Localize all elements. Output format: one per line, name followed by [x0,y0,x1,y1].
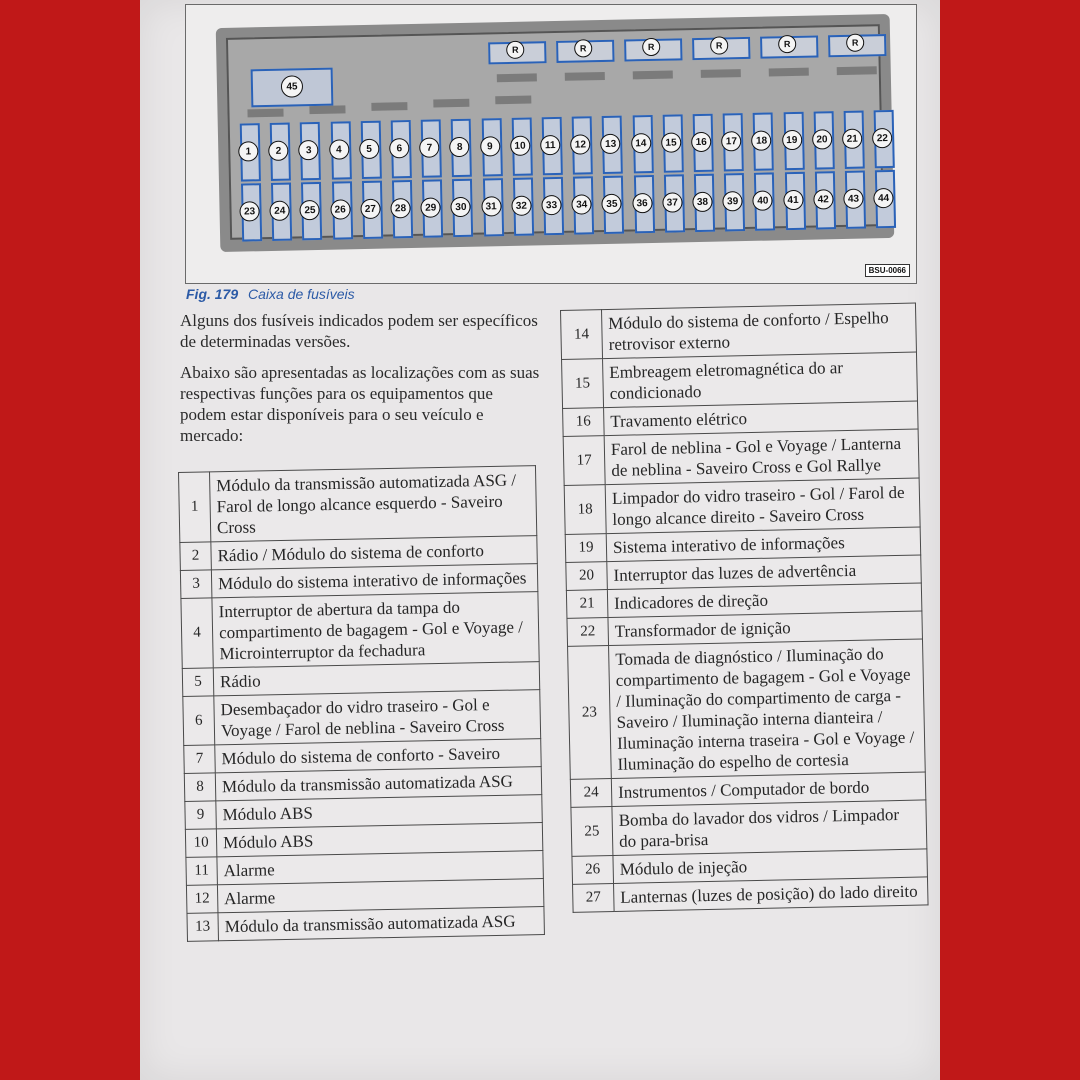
fuse-number: 12 [570,134,590,154]
table-row [573,877,929,912]
fuse-number: 31 [481,196,501,216]
fuse-number: 20 [812,129,832,149]
fuse-number: 11 [540,135,560,155]
fuse-number: 17 [563,436,605,486]
fuse-number: 35 [602,194,622,214]
fuse-table-left [178,465,545,942]
figure-title: Caixa de fusíveis [248,286,355,302]
relay-socket [497,73,537,82]
fuse-number: 26 [572,856,614,885]
fuse-number: 21 [842,129,862,149]
intro-paragraph-1: Alguns dos fusíveis indicados podem ser específicos de determinadas versões. [180,311,538,351]
fuse-number: 6 [183,696,215,746]
fuse-number: 16 [691,132,711,152]
relay [692,37,750,60]
fuse-number: 7 [419,137,439,157]
figure-label: Fig. 179 [186,286,239,302]
table-row [179,466,537,543]
fuse-number: 13 [600,134,620,154]
fuse-number: 25 [571,807,613,857]
fuse-number: 1 [179,472,211,543]
fuse-number: 7 [184,745,216,774]
fuse-number: 21 [566,590,608,619]
relay [624,38,682,61]
fuse-number: 28 [390,198,410,218]
fuse-function: Desembaçador do vidro traseiro - Gol e Voyage / Farol de neblina - Saveiro Cross [214,690,541,745]
relay [488,41,546,64]
intro-paragraph-2: Abaixo são apresentadas as localizações com as suas respectivas funções para os equipamentos que podem estar disponíveis para o seu veículo e mercado: [180,363,540,445]
fuse-number: 17 [721,131,741,151]
socket-bar [495,95,531,104]
fuse-number: 23 [568,646,612,780]
fuse-number: 27 [360,199,380,219]
fuse-function: Módulo de injeção [613,849,928,884]
fuse-number: 40 [753,190,773,210]
relay-socket [769,68,809,77]
fuse-box-panel [226,24,890,240]
fuse-number: 14 [631,133,651,153]
fuse-number: 11 [186,857,218,886]
fuse-number: 15 [661,132,681,152]
fuse-number-45: 45 [281,75,303,97]
relay [828,34,886,57]
table-row [561,303,917,359]
fuse-function: Farol de neblina - Gol e Voyage / Lanterna de neblina - Saveiro Cross e Gol Rallye [604,429,919,485]
fuse-function: Interruptor de abertura da tampa do compartimento de bagagem - Gol e Voyage / Microinterruptor da fechadura [212,592,539,668]
table-row [564,478,920,534]
fuse-function: Módulo ABS [216,795,542,829]
fuse-number: 24 [270,201,290,221]
fuse-number: 22 [872,128,892,148]
fuse-function: Interruptor das luzes de advertência [607,555,922,590]
fuse-function: Rádio [213,662,539,696]
fuse-function: Tomada de diagnóstico / Iluminação do compartimento de bagagem - Gol e Voyage / Iluminação do compartimento de carga - Saveiro / Iluminação interna dianteira / Iluminação interna traseira - Gol e Voyage / Iluminação do espelho de cortesia [609,639,926,779]
fuse-number: 13 [187,913,219,942]
fuse-number: 41 [783,190,803,210]
fuse-function: Limpador do vidro traseiro - Gol / Farol de longo alcance direito - Saveiro Cross [605,478,920,534]
fuse-number: 14 [561,310,603,360]
fuse-function: Lanternas (luzes de posição) do lado direito [614,877,929,912]
fuse-function: Transformador de ignição [608,611,923,646]
fuse-function: Bomba do lavador dos vidros / Limpador do para-brisa [612,800,927,856]
fuse-number: 12 [186,885,218,914]
relay-label: R [778,35,796,53]
fuse-number: 39 [722,191,742,211]
fuse-number: 1 [238,141,258,161]
fuse-number: 37 [662,192,682,212]
fuse-number: 22 [567,618,609,647]
fuse-number: 34 [571,194,591,214]
fuse-number: 19 [782,130,802,150]
fuse-number: 18 [751,130,771,150]
socket-bar [371,102,407,111]
fuse-number: 8 [449,137,469,157]
fuse-number: 27 [573,884,615,913]
manual-page [140,0,940,1080]
fuse-table-right [560,303,929,913]
table-row [187,907,544,942]
figure-caption [186,286,355,302]
table-row [562,352,918,408]
fuse-number: 4 [329,139,349,159]
fuse-number: 3 [298,140,318,160]
fuse-box [216,14,895,252]
fuse-number: 2 [180,542,212,571]
fuse-number: 8 [184,773,216,802]
fuse-45 [251,68,334,108]
fuse-function: Módulo ABS [216,823,542,857]
fuse-number: 9 [480,136,500,156]
fuse-number: 4 [181,598,213,669]
table-row [181,592,539,669]
fuse-function: Indicadores de direção [607,583,922,618]
fuse-number: 24 [570,779,612,808]
table-row [568,639,926,779]
fuse-number: 36 [632,193,652,213]
socket-bar [433,99,469,108]
figure-code: BSU-0066 [865,264,910,277]
fuse-number: 3 [180,570,212,599]
fuse-number: 25 [300,200,320,220]
fuse-function: Sistema interativo de informações [606,527,921,562]
relay-label: R [574,39,592,57]
fuse-number: 16 [563,408,605,437]
fuse-function: Rádio / Módulo do sistema de conforto [211,536,537,570]
fuse-box-figure [185,4,917,284]
fuse-number: 23 [239,201,259,221]
fuse-function: Módulo do sistema interativo de informações [211,564,537,598]
fuse-number: 19 [565,534,607,563]
relay-socket [565,72,605,81]
fuse-number: 10 [510,136,530,156]
socket-bar [309,105,345,114]
fuse-number: 5 [182,668,214,697]
fuse-number: 6 [389,138,409,158]
table-row [563,429,919,485]
relay [760,35,818,58]
fuse-number: 20 [566,562,608,591]
relay-label: R [710,36,728,54]
relay-socket [633,71,673,80]
table-row [571,800,927,856]
fuse-function: Módulo do sistema de conforto / Espelho retrovisor externo [602,303,917,359]
fuse-number: 30 [451,197,471,217]
fuse-number: 5 [359,139,379,159]
fuse-number: 38 [692,192,712,212]
table-row [183,690,541,746]
fuse-number: 9 [185,801,217,830]
fuse-number: 26 [330,199,350,219]
fuse-function: Alarme [217,879,543,913]
fuse-function: Módulo do sistema de conforto - Saveiro [215,739,541,773]
relay-socket [701,69,741,78]
fuse-number: 10 [185,829,217,858]
fuse-number: 42 [813,189,833,209]
fuse-function: Instrumentos / Computador de bordo [611,772,926,807]
relay [556,40,614,63]
relay-label: R [642,38,660,56]
fuse-function: Módulo da transmissão automatizada ASG [218,907,544,941]
fuse-number: 15 [562,359,604,409]
fuse-number: 29 [421,197,441,217]
fuse-number: 33 [541,195,561,215]
fuse-number: 2 [268,141,288,161]
fuse-function: Módulo da transmissão automatizada ASG / Farol de longo alcance esquerdo - Saveiro Cross [210,466,537,542]
fuse-function: Travamento elétrico [604,401,919,436]
socket-bar [247,109,283,118]
intro-text [180,310,540,460]
fuse-function: Módulo da transmissão automatizada ASG [215,767,541,801]
relay-label: R [506,41,524,59]
fuse-number: 44 [873,188,893,208]
relay-socket [837,66,877,75]
fuse-number: 43 [843,189,863,209]
fuse-number: 18 [564,485,606,535]
fuse-number: 32 [511,196,531,216]
fuse-function: Embreagem eletromagnética do ar condicionado [603,352,918,408]
fuse-function: Alarme [217,851,543,885]
relay-label: R [846,34,864,52]
